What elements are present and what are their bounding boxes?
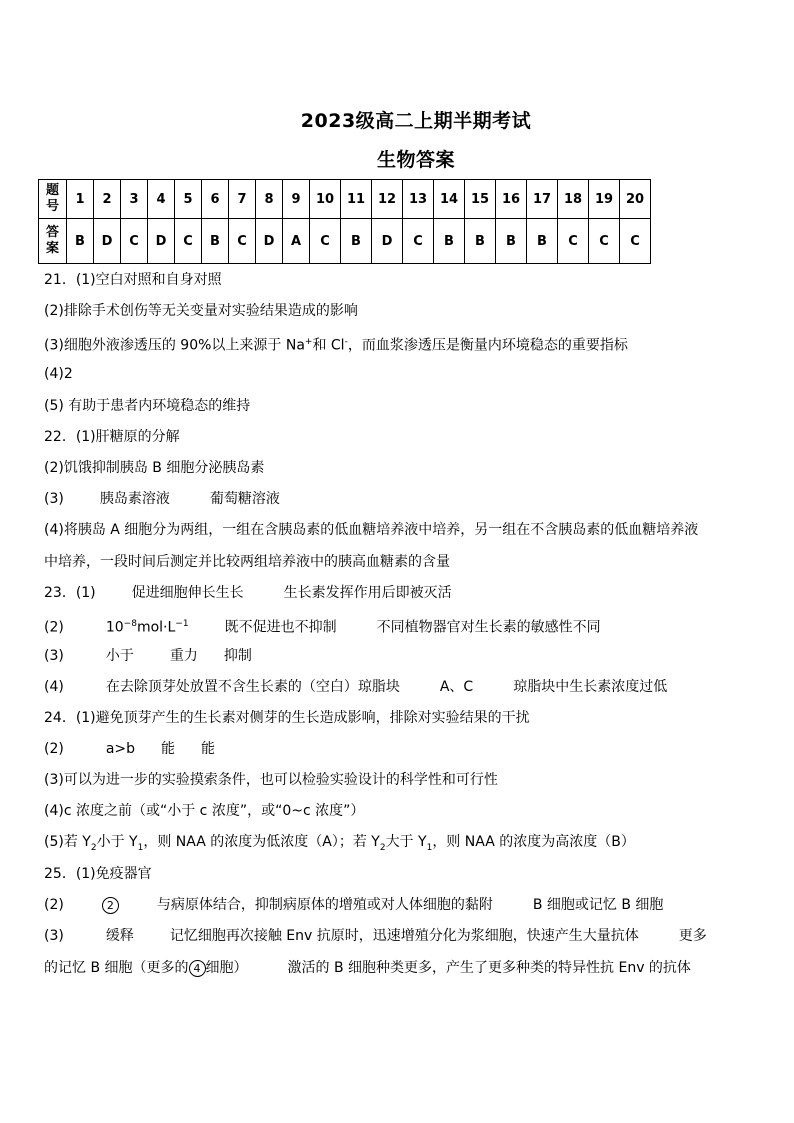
answer-cell: D (256, 219, 283, 264)
q23-part4: (4) 在去除顶芽处放置不含生长素的（空白）琼脂块 A、C 琼脂块中生长素浓度过低 (44, 679, 668, 695)
answer-cell: C (620, 219, 651, 264)
answer-cell: B (465, 219, 496, 264)
answer-cell: B (67, 219, 94, 264)
answer-cell: D (94, 219, 121, 264)
num-cell: 9 (283, 180, 310, 219)
answer-cell: C (403, 219, 434, 264)
answer-cell: C (310, 219, 341, 264)
q22-part4-line2: 中培养，一段时间后测定并比较两组培养液中的胰高血糖素的含量 (44, 554, 450, 570)
q21-part1: 21．(1)空白对照和自身对照 (44, 272, 222, 288)
row-header-number: 题 号 (39, 180, 67, 219)
answer-cell: B (527, 219, 558, 264)
num-cell: 7 (229, 180, 256, 219)
num-cell: 12 (372, 180, 403, 219)
num-cell: 11 (341, 180, 372, 219)
num-cell: 6 (202, 180, 229, 219)
num-cell: 15 (465, 180, 496, 219)
num-cell: 19 (589, 180, 620, 219)
answer-cell: C (589, 219, 620, 264)
answer-cell: C (558, 219, 589, 264)
circled-number: 2 (102, 897, 119, 914)
num-cell: 14 (434, 180, 465, 219)
num-cell: 2 (94, 180, 121, 219)
q22-part1: 22．(1)肝糖原的分解 (44, 429, 180, 445)
num-cell: 1 (67, 180, 94, 219)
q21-part4: (4)2 (44, 366, 73, 382)
q24-part2: (2) a>b 能 能 (44, 741, 216, 757)
answer-cell: A (283, 219, 310, 264)
q24-part4: (4)c 浓度之前（或“小于 c 浓度”，或“0~c 浓度”） (44, 803, 365, 819)
num-cell: 20 (620, 180, 651, 219)
num-cell: 5 (175, 180, 202, 219)
answer-cell: D (372, 219, 403, 264)
q24-part3: (3)可以为进一步的实验摸索条件，也可以检验实验设计的科学性和可行性 (44, 772, 498, 788)
q22-part3: (3) 胰岛素溶液 葡萄糖溶液 (44, 491, 280, 507)
answer-row (39, 219, 651, 264)
question-number-row (39, 180, 651, 219)
q25-part3-line2: 的记忆 B 细胞（更多的 4 细胞） 激活的 B 细胞种类更多，产生了更多种类的特异性抗 Env 的抗体 (44, 960, 691, 976)
answer-cell: B (434, 219, 465, 264)
num-cell: 17 (527, 180, 558, 219)
q24-part5: (5)若 $Y_2$小于 $Y_1$，则 NAA 的浓度为低浓度（A）；若 $Y_2$大于 $Y_1$，则 NAA 的浓度为高浓度（B） (44, 834, 635, 853)
answer-cell: B (496, 219, 527, 264)
q24-part1: 24．(1)避免顶芽产生的生长素对侧芽的生长造成影响，排除对实验结果的干扰 (44, 710, 530, 726)
answer-table (38, 179, 651, 264)
num-cell: 10 (310, 180, 341, 219)
q21-part5: (5) 有助于患者内环境稳态的维持 (44, 398, 251, 414)
num-cell: 18 (558, 180, 589, 219)
num-cell: 8 (256, 180, 283, 219)
q22-part4-line1: (4)将胰岛 A 细胞分为两组，一组在含胰岛素的低血糖培养液中培养，另一组在不含胰岛素的低血糖培养液 (44, 522, 699, 538)
q25-part3-line1: (3) 缓释 记忆细胞再次接触 Env 抗原时，迅速增殖分化为浆细胞，快速产生大量抗体 更多 (44, 928, 707, 944)
answer-cell: B (341, 219, 372, 264)
num-cell: 3 (121, 180, 148, 219)
answer-cell: C (229, 219, 256, 264)
q22-part2: (2)饥饿抑制胰岛 B 细胞分泌胰岛素 (44, 460, 265, 476)
answer-cell: C (175, 219, 202, 264)
q25-part1: 25．(1)免疫器官 (44, 866, 152, 882)
q23-part3: (3) 小于 重力 抑制 (44, 648, 252, 664)
answer-cell: B (202, 219, 229, 264)
row-header-answer: 答 案 (39, 219, 67, 264)
answer-cell: C (121, 219, 148, 264)
q25-part2: (2) 2 与病原体结合，抑制病原体的增殖或对人体细胞的黏附 B 细胞或记忆 B 细胞 (44, 897, 664, 913)
exam-title: 2023级高二上期半期考试 (300, 110, 532, 132)
q21-part2: (2)排除手术创伤等无关变量对实验结果造成的影响 (44, 303, 358, 319)
q23-part2: (2) $10^{-8}mol\cdot L^{-1}$ 既不促进也不抑制 不同植物器官对生长素的敏感性不同 (44, 619, 601, 636)
circled-number: 4 (189, 960, 206, 977)
num-cell: 13 (403, 180, 434, 219)
q23-part1: 23．(1) 促进细胞伸长生长 生长素发挥作用后即被灭活 (44, 585, 452, 601)
exam-subtitle: 生物答案 (376, 149, 455, 171)
num-cell: 16 (496, 180, 527, 219)
num-cell: 4 (148, 180, 175, 219)
q21-part3: (3)细胞外液渗透压的 90%以上来源于 Na+和 Cl-，而血浆渗透压是衡量内环境稳态的重要指标 (44, 337, 628, 354)
answer-cell: D (148, 219, 175, 264)
